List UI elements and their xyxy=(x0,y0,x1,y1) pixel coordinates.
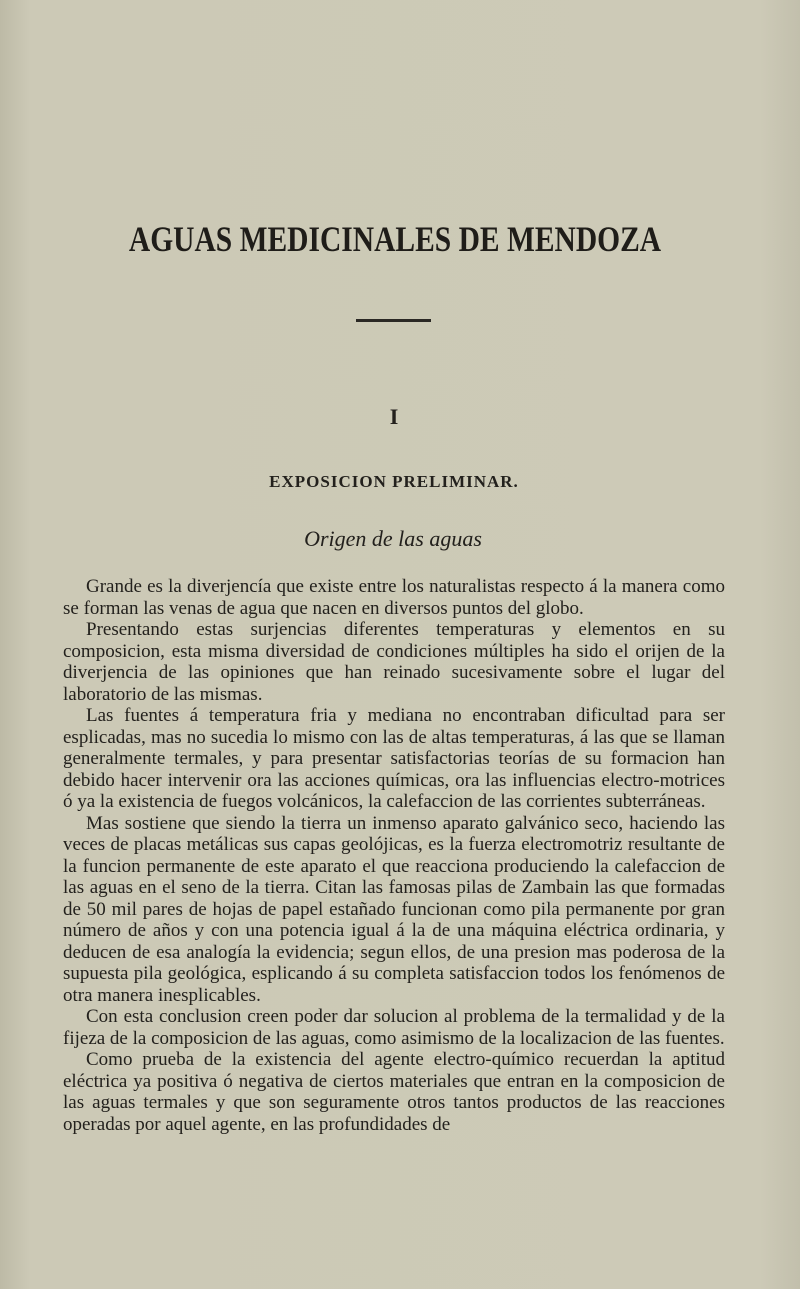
paragraph: Mas sostiene que siendo la tierra un inmenso aparato galvánico seco, haciendo las veces de placas metálicas sus capas geolójicas, es la fuerza electromotriz resultante de la funcion permanente de este aparato el que reacciona produciendo la calefaccion de las aguas en el seno de la tierra. Citan las famosas pilas de Zambain las que formadas de 50 mil pares de hojas de papel estañado funcionan como pila permanente por gran número de años y con una potencia igual á la de una máquina eléctrica ordinaria, y deducen de esa analogía la evidencia; segun ellos, de una presion mas poderosa de la supuesta pila geológica, esplicando á su completa satisfaccion todos los fenómenos de otra manera inesplicables. xyxy=(63,812,725,1006)
body-text xyxy=(63,576,725,1135)
paragraph: Como prueba de la existencia del agente electro-químico recuerdan la aptitud eléctrica ya positiva ó negativa de ciertos materiales que entran en la composicion de las aguas termales y que son seguramente otros tantos productos de las reacciones operadas por aquel agente, en las profundidades de xyxy=(63,1049,725,1135)
chapter-number: I xyxy=(389,404,399,429)
title-divider xyxy=(356,319,431,322)
page-title: AGUAS MEDICINALES DE MENDOZA xyxy=(128,219,662,259)
paragraph: Las fuentes á temperatura fria y mediana no encontraban dificultad para ser esplicadas, mas no sucedia lo mismo con las de altas temperaturas, á las que se llaman generalmente termales, y para presentar satisfactorias teorías de su formacion han debido hacer intervenir ora las acciones químicas, ora las influencias electro-motrices ó ya la existencia de fuegos volcánicos, la calefaccion de las corrientes subterráneas. xyxy=(63,705,725,812)
paragraph: Presentando estas surjencias diferentes temperaturas y elementos en su composicion, esta misma diversidad de condiciones múltiples ha sido el orijen de la diverjencia de las opiniones que han reinado sucesivamente sobre el lugar del laboratorio de las mismas. xyxy=(63,619,725,705)
subsection-heading: Origen de las aguas xyxy=(304,526,482,551)
paragraph: Grande es la diverjencía que existe entre los naturalistas respecto á la manera como se forman las venas de agua que nacen en diversos puntos del globo. xyxy=(63,576,725,619)
section-heading: EXPOSICION PRELIMINAR. xyxy=(269,472,519,491)
paragraph: Con esta conclusion creen poder dar solucion al problema de la termalidad y de la fijeza de la composicion de las aguas, como asimismo de la localizacion de las fuentes. xyxy=(63,1006,725,1049)
